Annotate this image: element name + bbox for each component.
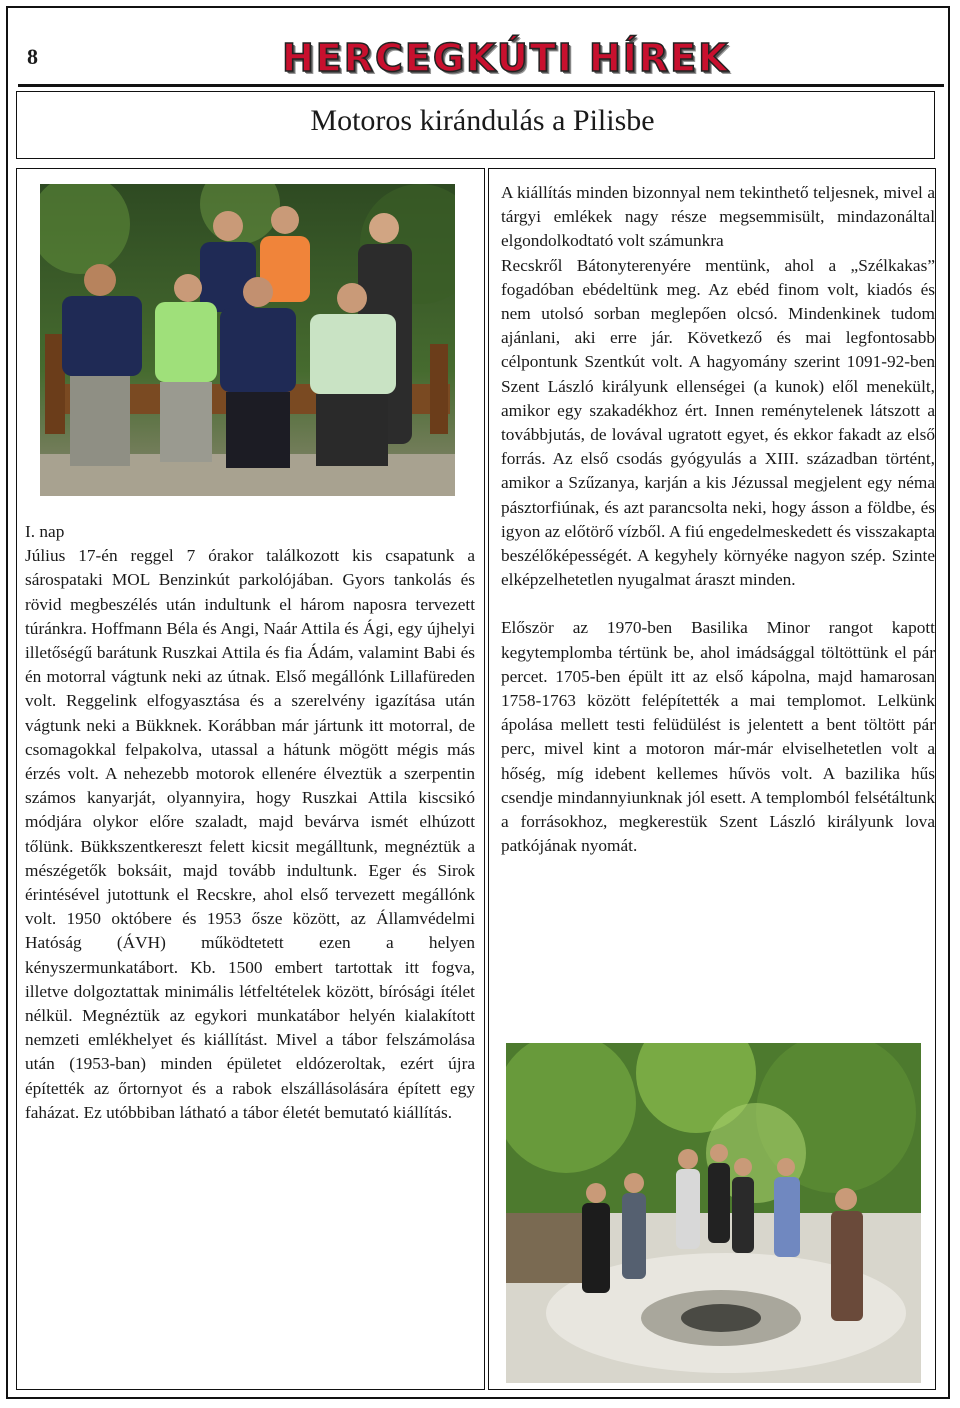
masthead-title: HERCEGKÚTI HÍREK — [282, 36, 730, 80]
group-photo — [40, 184, 455, 496]
paragraph-gap — [501, 592, 935, 616]
right-paragraph-2: Recskről Bátonyterenyére mentünk, ahol a „Szélkakas” fogadóban ebédeltünk meg. Az ebéd finom volt, kiadós és nem utolsó sorban meglepően olcsó. Mindenkinek tudom ajánlani, aki erre jár. Következő és mai legfontosabb célpontunk Szentkút volt. A hagyomány szerint 1091-92-ben Szent László királyunk ellenségei (a kunok) elől menekült, amikor egy szakadékhoz ért. Innen reménytelenek látszott a továbbjutás, de lovával ugratott egyet, és ekkor fakadt az első forrás. Az első csodás gyógyulás a XIII. században történt, amikor a Szűzanya, karján a kis Jézussal megjelent egy néma pásztorfiúnak, és azt parancsolta neki, hogy ásson a földbe, és igyon az előtörő vízből. A fiú engedelmeskedett és visszakapta beszélőképességét. A kegyhely környéke nagyon szép. Szinte elképzelhetetlen nyugalmat áraszt minden. — [501, 255, 935, 590]
article-title: Motoros kirándulás a Pilisbe — [310, 104, 655, 137]
spring-site-photo — [506, 1043, 921, 1383]
title-box — [16, 91, 935, 159]
left-column-text — [25, 520, 475, 1125]
day-heading: I. nap — [25, 522, 65, 541]
masthead — [282, 36, 730, 80]
left-paragraph: Július 17-én reggel 7 órakor találkozott kis csapatunk a sárospataki MOL Benzinkút parkolójában. Gyors tankolás és rövid megbeszélés után indultunk el három naposra tervezett túránkra. Hoffmann Béla és Angi, Naár Attila és Ági, egy újhelyi illetőségű barátunk Ruszkai Attila és fia Ádám, valamint Babi és én motorral vágtunk neki az útnak. Első megállónk Lillafüreden volt. Reggelink elfogyasztása és a szerelvény igazítása után vágtunk neki a Bükknek. Korábban már jártunk itt motorral, de csomagokkal felpakolva, utassal a hátunk mögött mégis más érzés volt. A nehezebb motorok ellenére élveztük a szerpentin számos kanyarját, olyannyira, hogy Ruszkai Attila kiscsikó módjára olykor előre szaladt, majd bevárva ismét elhúzott tőlünk. Bükkszentkereszt felett kicsit megálltunk, megnéztük a mészégetők boksáit, majd tovább indultunk. Eger és Sirok érintésével jutottunk el Recskre, ahol első tervezett megállónk volt. 1950 októbere és 1953 ősze között, az Államvédelmi Hatóság (ÁVH) működtetett ezen a helyen kényszermunkatábort. Kb. 1500 embert tartottak itt fogva, illetve dolgoztattak minimális létfeltételek között, bírósági ítélet nélkül. Megnéztük az egykori munkatábor helyén kialakított nemzeti emlékhelyet és kiállítást. Mivel a tábor felszámolása után (1953-ban) minden épületet eldózeroltak, ezért újra építették az őrtornyot és a rabok elszállásolására épített egy faházat. Ez utóbbiban látható a tábor életét bemutató kiállítás. — [25, 546, 475, 1122]
page-number: 8 — [27, 44, 38, 69]
right-column-text — [501, 181, 935, 858]
right-paragraph-1: A kiállítás minden bizonnyal nem tekinthető teljesnek, mivel a tárgyi emlékek nagy része megsemmisült, mindazonáltal elgondolkodtató volt számunkra — [501, 183, 935, 251]
right-paragraph-3: Először az 1970-ben Basilika Minor rangot kapott kegytemplomba tértünk be, ahol imádsággal töltöttünk el pár percet. 1705-ben épült itt az első kápolna, majd hamarosan 1758-1763 között felépítették a mai templomot. Lelkünk ápolása mellett testi felüdülést is jelentett a bent töltött pár perc, mivel kint a motoron már-már elviselhetetlen volt a hőség, míg idebent kellemes hűvös volt. A bazilika hűs csendje mindannyiunknak jól esett. A templomból felsétáltunk a forrásokhoz, megkerestük Szent László királyunk lova patkójának nyomát. — [501, 618, 935, 856]
header-rule — [18, 84, 944, 87]
